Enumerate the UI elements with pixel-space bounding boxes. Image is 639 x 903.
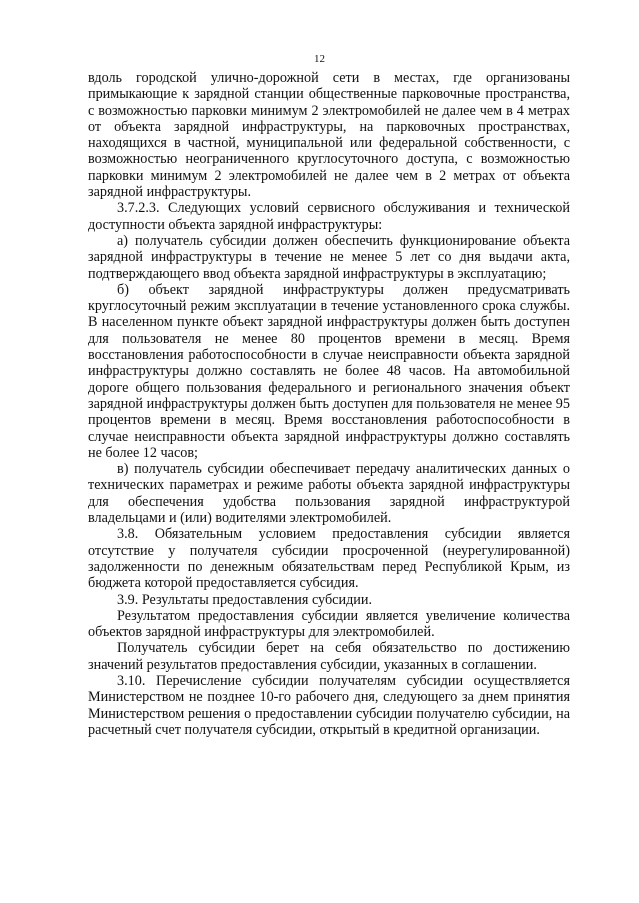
paragraph-3-8: 3.8. Обязательным условием предоставления субсидии является отсутствие у получателя субсидии просроченной (неурегулированной) задолженности по денежным обязательствам перед Республикой Крым, из бюджета которой предоставляется субсидия. — [88, 526, 570, 592]
paragraph-item-v: в) получатель субсидии обеспечивает передачу аналитических данных о технических параметрах и режиме работы объекта зарядной инфраструктуры для обеспечения удобства пользования зарядной инфраструктурой владельцами и (или) водителями электромобилей. — [88, 461, 570, 527]
paragraph-3-10: 3.10. Перечисление субсидии получателям субсидии осуществляется Министерством не позднее 10-го рабочего дня, следующего за днем принятия Министерством решения о предоставлении субсидии получателю субсидии, на расчетный счет получателя субсидии, открытый в кредитной организации. — [88, 672, 570, 738]
paragraph-item-b: б) объект зарядной инфраструктуры должен предусматривать круглосуточный режим эксплуатации в течение установленного срока службы. В населенном пункте объект зарядной инфраструктуры должен быть доступен для пользователя не менее 80 процентов времени в месяц. Время восстановления работоспособности в случае неисправности объекта зарядной инфраструктуры должно составлять не более 48 часов. На автомобильной дороге общего пользования федерального и регионального значения объект зарядной инфраструктуры должен быть доступен для пользователя не менее 95 процентов времени в месяц. Время восстановления работоспособности в случае неисправности объекта зарядной инфраструктуры должно составлять не более 12 часов; — [88, 281, 570, 461]
paragraph-3-9: 3.9. Результаты предоставления субсидии. — [117, 591, 373, 608]
paragraph-result: Результатом предоставления субсидии является увеличение количества объектов зарядной инфраструктуры для электромобилей. — [88, 607, 570, 641]
paragraph-continuation: вдоль городской улично-дорожной сети в местах, где организованы примыкающие к зарядной станции общественные парковочные пространства, с возможностью парковки минимум 2 электромобилей не далее чем в 4 метрах от объекта зарядной инфраструктуры, на парковочных пространствах, находящихся в частной, муниципальной или федеральной собственности, с возможностью неограниченного круглосуточного доступа, с возможностью парковки минимум 2 электромобилей не далее чем в 2 метрах от объекта зарядной инфраструктуры. — [88, 70, 570, 201]
paragraph-item-a: а) получатель субсидии должен обеспечить функционирование объекта зарядной инфраструктуры в течение не менее 5 лет со дня выдачи акта, подтверждающего ввод объекта зарядной инфраструктуры в эксплуатацию; — [88, 232, 570, 282]
page-number: 12 — [314, 53, 325, 65]
paragraph-obligation: Получатель субсидии берет на себя обязательство по достижению значений результатов предоставления субсидии, указанных в соглашении. — [88, 640, 570, 673]
paragraph-3-7-2-3: 3.7.2.3. Следующих условий сервисного обслуживания и технической доступности объекта зарядной инфраструктуры: — [88, 200, 570, 233]
document-body — [88, 70, 570, 738]
